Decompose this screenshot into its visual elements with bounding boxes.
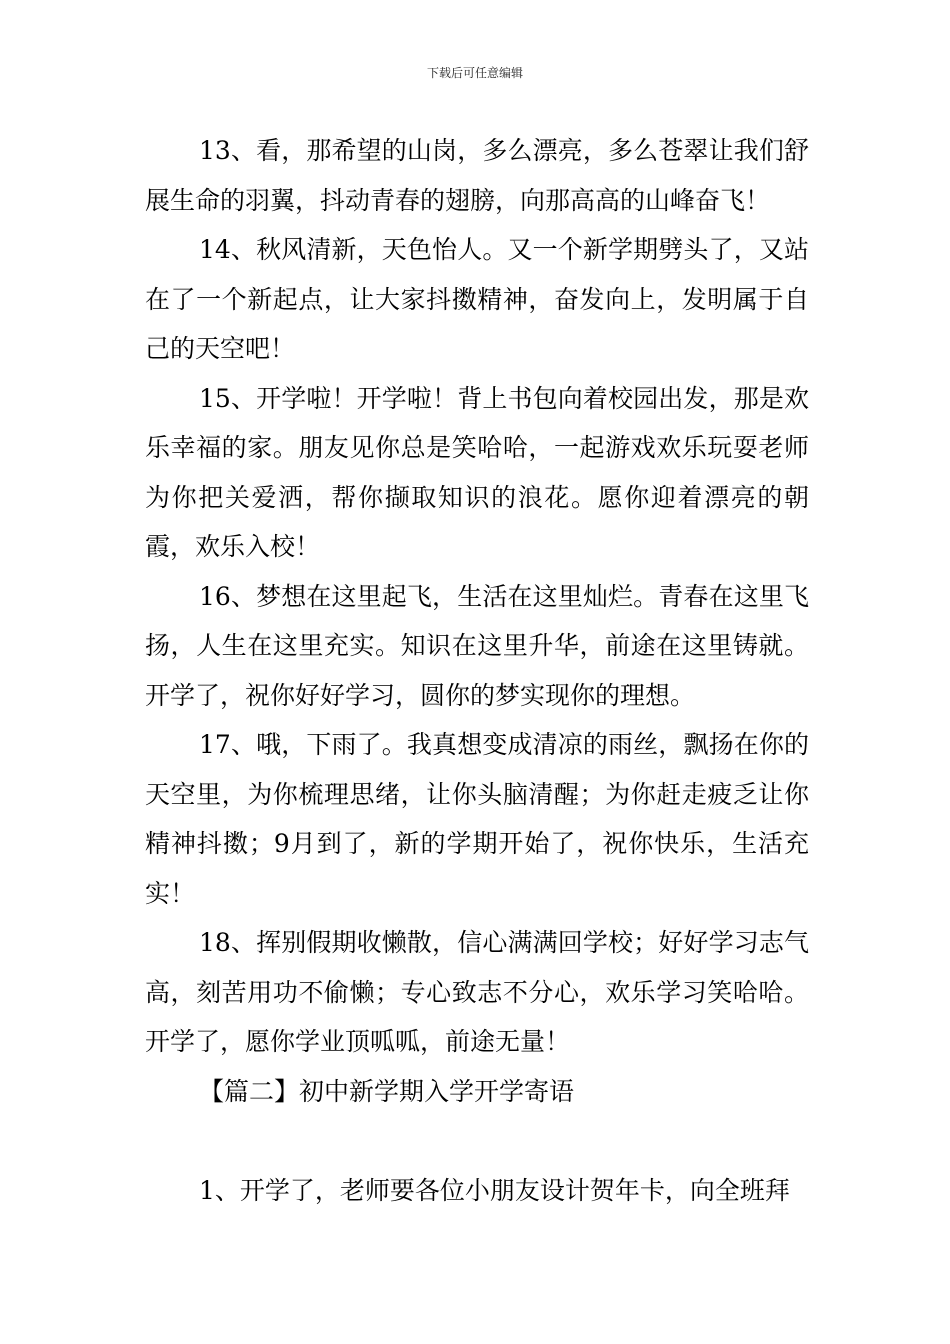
paragraph-13: 13、看，那希望的山岗，多么漂亮，多么苍翠让我们舒展生命的羽翼，抖动青春的翅膀，向那高高的山峰奋飞！ bbox=[145, 136, 809, 215]
paragraph-18: 18、挥别假期收懒散，信心满满回学校；好好学习志气高，刻苦用功不偷懒；专心致志不分心，欢乐学习笑哈哈。开学了，愿你学业顶呱呱，前途无量！ bbox=[145, 928, 809, 1056]
document-body bbox=[145, 126, 809, 1216]
page-header: 下载后可任意编辑 bbox=[426, 66, 523, 80]
paragraph-15: 15、开学啦！开学啦！背上书包向着校园出发，那是欢乐幸福的家。朋友见你总是笑哈哈，一起游戏欢乐玩耍老师为你把关爱洒，帮你撷取知识的浪花。愿你迎着漂亮的朝霞，欢乐入校！ bbox=[145, 383, 809, 561]
section-paragraph-1: 1、开学了，老师要各位小朋友设计贺年卡，向全班拜 bbox=[199, 1176, 790, 1205]
paragraph-14: 14、秋风清新，天色怡人。又一个新学期劈头了，又站在了一个新起点，让大家抖擞精神，奋发向上，发明属于自己的天空吧！ bbox=[145, 235, 809, 363]
section-heading: 【篇二】初中新学期入学开学寄语 bbox=[199, 1076, 575, 1106]
paragraph-17: 17、哦，下雨了。我真想变成清凉的雨丝，飘扬在你的天空里，为你梳理思绪，让你头脑清醒；为你赶走疲乏让你精神抖擞；9月到了，新的学期开始了，祝你快乐，生活充实！ bbox=[145, 730, 809, 908]
paragraph-16: 16、梦想在这里起飞，生活在这里灿烂。青春在这里飞扬，人生在这里充实。知识在这里升华，前途在这里铸就。开学了，祝你好好学习，圆你的梦实现你的理想。 bbox=[145, 581, 809, 710]
